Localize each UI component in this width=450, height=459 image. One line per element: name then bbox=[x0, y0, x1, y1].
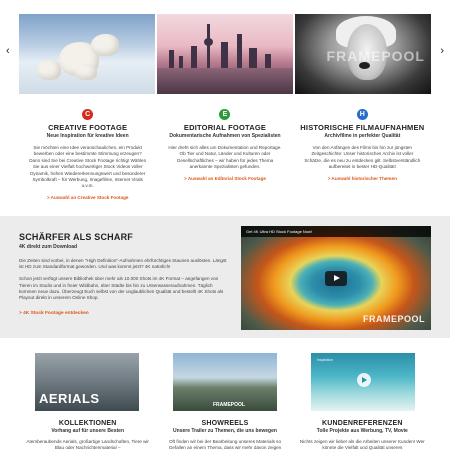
column-body: Atemberaubende Aerials, großartige Landschaften, Tiere wir Blau oder Nachrichtenmaterial – bbox=[26, 439, 149, 450]
shanghai-skyline-image[interactable] bbox=[157, 14, 293, 94]
creative-badge-icon: C bbox=[82, 109, 93, 120]
column-creative bbox=[19, 103, 156, 200]
column-subtitle: Unsere Trailer zu Themen, die uns bewegen bbox=[173, 428, 277, 434]
feature-4k-section bbox=[0, 216, 450, 338]
column-subtitle: Tolle Projekte aus Werbung, TV, Movie bbox=[316, 428, 408, 434]
framepool-watermark: FRAMEPOOL bbox=[363, 314, 425, 324]
bottom-thumbnails bbox=[35, 353, 415, 413]
column-title: EDITORIAL FOOTAGE bbox=[183, 123, 267, 132]
feature-subtitle: 4K direkt zum Download bbox=[19, 244, 78, 250]
column-showreels bbox=[156, 420, 293, 451]
play-icon[interactable] bbox=[325, 271, 347, 286]
column-title[interactable]: KOLLEKTIONEN bbox=[58, 420, 117, 427]
column-subtitle: Dokumentarische Aufnahmen von Spezialisten bbox=[169, 133, 281, 139]
video-title: Get 4K Ultra HD Stock Footage Now! bbox=[241, 226, 431, 237]
column-kollektionen bbox=[19, 420, 156, 451]
polar-bears-image[interactable] bbox=[19, 14, 155, 94]
kundenreferenzen-image[interactable] bbox=[311, 353, 415, 411]
aerials-image[interactable] bbox=[35, 353, 139, 411]
aerials-label: AERIALS bbox=[39, 391, 100, 406]
column-subtitle: Vorhang auf für unsere Besten bbox=[51, 428, 125, 434]
column-kundenreferenzen bbox=[294, 420, 431, 451]
feature-paragraph: Schon jetzt verfügt unsere Bibliothek über mehr als 10.000 Shots im 4K Format – angefangen von Tieren im Studio und in freier Wildbahn, über Städte bis hin zu Unterwasseraufnahmen. Täglich kommen neue dazu. Überzeugt Euch selbst von der unglaublichen Qualität und bestellt 4K Shots als Playout direkt in unserem Online Shop. bbox=[19, 276, 224, 301]
play-icon[interactable] bbox=[357, 373, 371, 387]
video-player[interactable] bbox=[241, 226, 431, 330]
feature-paragraph: Die Zeiten sind vorbei, in denen "High Definition"-Aufnahmen ehrfürchtiges Staunen auslösten. Längst ist HD zum Standardformat geworden. Und was kommt jetzt? 4K natürlich! bbox=[19, 258, 227, 270]
feature-text bbox=[19, 232, 229, 319]
historic-badge-icon: H bbox=[357, 109, 368, 120]
framepool-watermark: FRAMEPOOL bbox=[326, 48, 425, 64]
column-body: Sie möchten eine Idee veranschaulichen, ein Produkt bewerben oder eine bestimmte Stimmung erzeugen? Dann sind Sie bei Creative Stock Footage richtig! Wählen Sie aus einer Vielfalt hochwertiger Stock Videos voller Dynamik, hohen Wiedererkennungswert und besonderer Symbolkraft – für Werbung, Imagefilme, Internet Virals u.v.m. bbox=[29, 145, 147, 189]
column-subtitle: Archivfilme in perfekter Qualität bbox=[324, 133, 401, 139]
column-title[interactable]: SHOWREELS bbox=[201, 420, 249, 427]
historic-footage-link[interactable]: > Auswahl historischer Themen bbox=[297, 176, 428, 181]
column-body: Oft finden wir bei der Bearbeitung unseres Materials so Gefallen an einem Thema, dass wir mehr davon zeigen bbox=[168, 439, 282, 450]
showreels-image[interactable] bbox=[173, 353, 277, 411]
marilyn-portrait-image[interactable] bbox=[295, 14, 431, 94]
editorial-footage-link[interactable]: > Auswahl an Editorial Stock Footage bbox=[159, 176, 290, 181]
chevron-left-icon[interactable]: ‹ bbox=[6, 45, 10, 57]
column-subtitle: Neue Inspiration für kreative Ideen bbox=[46, 133, 129, 139]
column-historic bbox=[294, 103, 431, 200]
column-title: CREATIVE FOOTAGE bbox=[48, 123, 128, 132]
column-title[interactable]: KUNDENREFERENZEN bbox=[322, 420, 403, 427]
column-body: Von den Anfängen des Films bis hin zur jüngsten Zeitgeschichte: Unser historisches Archiv ist voller Schätze, die es neu zu entdecken gilt. Selbstverständlich aufbereitet in bester HD-Qualität! bbox=[304, 145, 421, 170]
category-columns bbox=[19, 103, 431, 200]
editorial-badge-icon: E bbox=[219, 109, 230, 120]
column-title: HISTORISCHE FILMAUFNAHMEN bbox=[300, 123, 425, 132]
column-editorial bbox=[156, 103, 293, 200]
4k-footage-link[interactable]: > 4K Stock Footage entdecken bbox=[19, 311, 89, 316]
bottom-columns bbox=[19, 420, 431, 451]
column-body: Nichts zeigen wir lieber als die Arbeiten unserer Kunden! Wer könnte die Vielfalt und Qualität unseres bbox=[299, 439, 425, 450]
framepool-watermark: FRAMEPOOL bbox=[213, 402, 245, 408]
creative-footage-link[interactable]: > Auswahl an Creative Stock Footage bbox=[22, 195, 153, 200]
chevron-right-icon[interactable]: › bbox=[440, 45, 444, 57]
hero-carousel bbox=[19, 14, 431, 94]
column-body: Hier dreht sich alles um Dokumentation und Reportage. Ob Tier und Natur, Länder und Kulturen oder Gesellschaftliches – wir haben für jedes Thema anerkannte Spezialisten gefunden. bbox=[168, 145, 282, 170]
feature-title: SCHÄRFER ALS SCHARF bbox=[19, 232, 133, 242]
video-title: Inspiration bbox=[317, 358, 334, 362]
